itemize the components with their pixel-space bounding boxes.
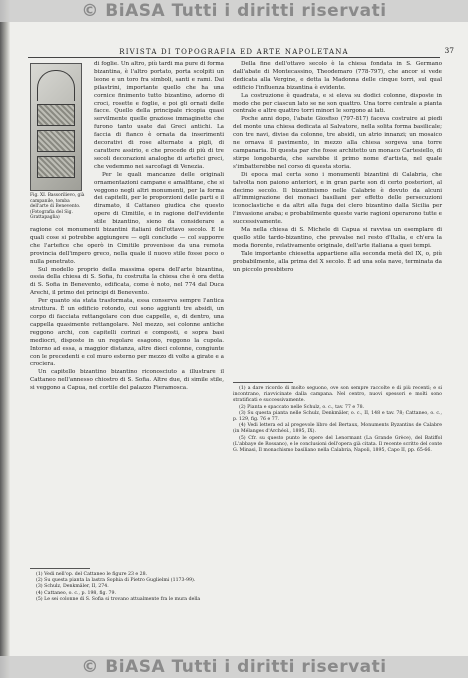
paragraph: Di epoca mal certa sono i monumenti bizantini di Calabria, che talvolta non paiono anteriori, e in gran parte son di certo posteriori, al decimo secolo. Il bizantinismo nelle Calabrie è dovuto da alcuni all'immigrazione dei monaci basiliani per effetto delle persecuzioni iconoclastiche e da altri alla fuga dei clero bizantino dalla Sicilia per l'invasione araba; e probabilmente queste varie ragioni operarono tutte e successivamente. (233, 171, 442, 226)
relief-panel-middle (37, 130, 75, 152)
figure-caption: Fig. XI. Bassorilievo, già campanile, tomba dell'arte di Benevento. (Fotografia del Sig. Grattapaglia) (30, 193, 85, 221)
figure-relief (30, 63, 88, 221)
relief-panel-upper (37, 104, 75, 126)
relief-image (30, 63, 82, 191)
paragraph: Della fine dell'ottavo secolo è la chiesa fondata in S. Germano dall'abate di Montecassino, Theodemaro (778-797), che ancor si vede dedicata alla Vergine, e detta la Madonna delle cinque torri, sul qual edificio l'influenza bizantina è evidente. (233, 61, 442, 91)
footnote-rule-right (233, 382, 293, 383)
header-rule (28, 57, 440, 58)
footnote: (3) Su questa pianta nelle Schulz, Denkmäler, o. c., II, 148 e tav. 78; Cattaneo, o. c., p. 129, fig. 76 e 77. (233, 410, 442, 423)
paragraph: di foglie. Un altro, più tardi ma pure di forma bizantina, è l'altro portato, porta scolpiti un leone e un toro fra simboli, santi e rami. Dai pilastrini, importante quello che ha una cornice finimento tutto bizantino, adorno di croci, rosette e foglie, e poi gli ornati delle facce. Quello della principale ricopia quasi servilmente quelle graziose immaginette che furono tanto usate dai Greci antichi. La faccia di fianco è ornata da inserimenti decorativi di rose alternate a pigli, di carattere assirio, e che procede di più di tre secoli decorazioni analoghe di artefici greci, che vedemmo nei sarcofagi di Venezia. (94, 61, 224, 170)
paragraph: La costruzione è quadrata, e si eleva su dodici colonne, disposte in modo che per ciascun lato se ne son quattro. Una torre centrale a pianta centrale e altre quattro torri minori le sorgono ai lati. (233, 92, 442, 115)
footnotes-right (233, 386, 442, 454)
watermark-top: © BiASA Tutti i diritti riservati (0, 0, 468, 22)
left-column (30, 61, 224, 393)
footnote: (2) Su questa pianta la lastra Sophia di Pietro Guglielmi (1173-99). (36, 578, 196, 584)
footnote: (4) Vedi lettera ed al pregevole libro del Bertaux, Monuments Byzantins de Calabre (in Mélanges d'Archéol., 1895, IX). (233, 423, 442, 435)
relief-arch (37, 70, 75, 101)
footnote: (2) Pianta e spaccato nelle Schulz, o. c., tav. 77 e 78. (239, 404, 365, 410)
book-spine-shadow (0, 0, 10, 678)
page-number: 37 (444, 46, 454, 55)
paragraph: Ma nella chiesa di S. Michele di Capua si ravvisa un esemplare di quello stile tardo-bizantino, che prevalse nel resto d'Italia, e ch'era la moda fiorente, relativamente originale, dell'arte italiana a quei tempi. (233, 227, 442, 249)
watermark-bottom: © BiASA Tutti i diritti riservati (0, 656, 468, 678)
footnote: (1) Vedi nell'op. del Cattaneo le figure 23 e 28. (36, 572, 148, 577)
paragraph: Un capitello bizantino bizantino riconosciuto a illustrare il Cattaneo nell'annesso chiostro di S. Sofia. Altre due, di simile stile, si veggono a Capua, nel cortile del palazzo Fieramosca. (30, 369, 224, 392)
footnote: (4) Cattaneo, o. c., p. 198, fig. 79. (36, 590, 116, 596)
running-head: RIVISTA DI TOPOGRAFIA ED ARTE NAPOLETANA (119, 48, 349, 56)
footnote: (3) Schulz, Denkmäler, II, 274. (36, 584, 109, 590)
paragraph: Tale importante chiesetta appartiene alla seconda metà del IX, o, più probabilmente, alla prima del X secolo. È ad una sola nave, terminata da un piccolo presbitero (233, 250, 442, 273)
paragraph: Poche anni dopo, l'abate Giosfiso (797-817) faceva costruire ai piedi del monte una chiesa dedicata al Salvatore, nella solita forma basilicale; con tre navi, divise da colonne, tre absidi, un atrio innanzi; un mosaico ne ornava il pavimento, in mezzo alla chiesa sorgeva una torre campanaria. Di questa par che fosse architetto un monaco Cartesiello, di stirpe longobarda, che sarebbe il primo nome d'artista, nel quale s'imbatterebbe nel corso di questa storia. (233, 116, 442, 170)
paragraph: Per le quali mancanze delle originali ornamentazioni campane e amalfitane, che si veggono negli altri monumenti, per la forma dei capitelli, per le proporzioni delle parti e il diramato, il Cattaneo giudica che questo opere di Cimitile, e in ragione dell'evidente stile bizantino, sieno da considerare a ragione coi monumenti bizantini italiani dell'ottavo secolo. E le quali cose si potrebbe aggiungere — egli conclude — col supporre che l'artefice che operò in Cimitile provenisse da una remota provincia dell'impero greco, nella quale il nuovo stile fosse poco o nulla penetrato. (30, 171, 224, 265)
footnote: (5) Le sei colonne di S. Sofia si trovano attualmente fra le mura della (36, 596, 201, 602)
right-column (233, 61, 442, 274)
relief-panel-lower (37, 156, 75, 178)
footnote-rule-left (30, 568, 90, 569)
paragraph: Per quanto sia stata trasformata, essa conserva sempre l'antica struttura. È un edificio rotondo, cui sono aggiunti tre absidi, un corpo di facciata rettangolare con due cappelle, e, di dentro, una cappella quasimente rettangolare. Nel mezzo, sei colonne antiche reggono archi, con capitelli corinzi e composti, e sopra basi mediocri, disposte in un regolare esagono, reggono la cupola. Intorno ad essa, a maggior distanza, altre dieci colonne, congiunte con le precedenti e col muro esterno per mezzo di volte a girate e a crociera. (30, 298, 224, 368)
paragraph: Sul modello proprio della massima opera dell'arte bizantina, ossia della chiesa di S. Sofia, fu costruita la chiesa che è ora detta di S. Sofia in Benevento, edificata, come è noto, nel 774 dal Duca Arechi, il primo dei principi di Benevento. (30, 266, 224, 297)
footnote: (5) Cfr. su questo punto le opere del Lenormant (La Grande Grèce), del Batiffol (L'abbaye de Rossano), e le conclusioni dell'opera già citata. Il recente scritto del conte G. Minasi, Il monachismo basiliano nella Calabria, Napoli, 1895, Capo II, pp. 65-66. (233, 435, 442, 454)
footnotes-left (30, 572, 224, 603)
footnote: (1) a dare ricordo di molto seguono, ove son sempre raccolte e di più recenti; e si incontrano, riavvicinate dalla campana. Nel centro, nuovi spessori e molti sono stratificati e successivamente. (233, 386, 442, 404)
